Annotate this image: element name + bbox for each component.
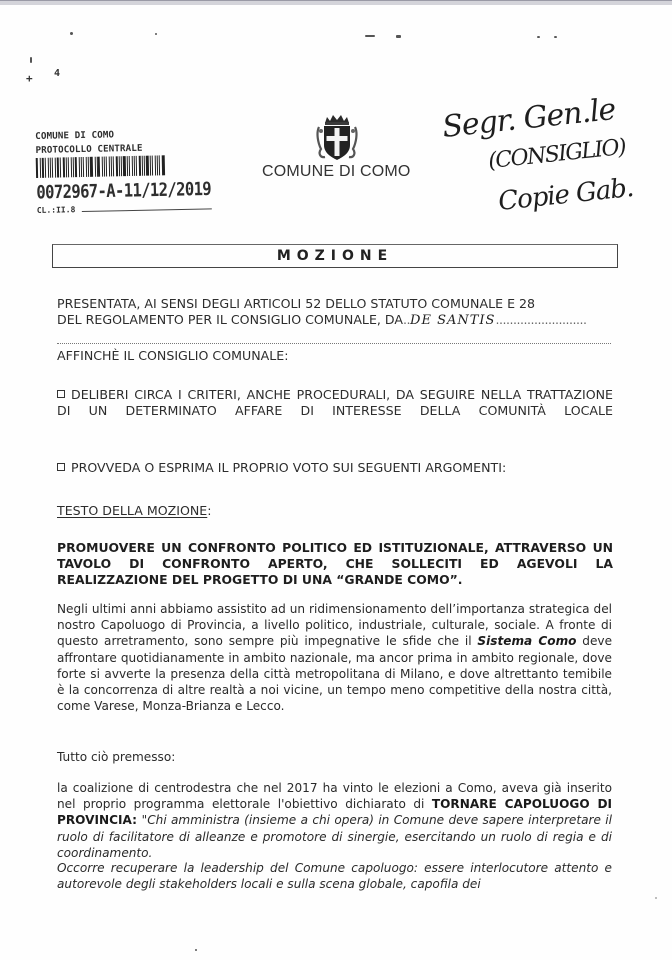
document-type-title: MOZIONE — [276, 248, 394, 264]
option-provveda — [57, 460, 613, 476]
program-quote: "Chi amministra (insieme a chi opera) in Comune deve sapere interpretare il ruolo di facilitatore di alleanze e promotore di sinergie, esercitando un ruolo di regia e di coordinamento. — [57, 813, 612, 860]
protocol-stamp — [35, 127, 227, 215]
barcode-bar — [128, 156, 130, 176]
paragraph-coalition-text: la coalizione di centrodestra che nel 2017 ha vinto le elezioni a Como, aveva già inserito nel proprio programma elettorale l'obiettivo dichiarato di — [57, 781, 612, 812]
dot-leader: .. — [403, 312, 411, 327]
presented-line1: PRESENTATA, AI SENSI DEGLI ARTICOLI 52 DELLO STATUTO COMUNALE E 28 — [57, 296, 536, 311]
barcode-bar — [113, 156, 114, 176]
stamp-office: PROTOCOLLO CENTRALE — [35, 142, 143, 156]
scan-speck — [537, 36, 540, 38]
barcode-bar — [52, 158, 53, 178]
classification-code: CL.:II.8 — [36, 205, 76, 215]
motion-title: PROMUOVERE UN CONFRONTO POLITICO ED ISTITUZIONALE, ATTRAVERSO UN TAVOLO DI CONFRONTO APERTO, CHE SOLLECITI ED AGEVOLI LA REALIZZAZIONE DEL PROGETTO DI UNA “GRANDE COMO”. — [57, 540, 613, 587]
scan-speck — [655, 897, 657, 899]
barcode-bar — [75, 157, 77, 177]
barcode-bar — [90, 157, 93, 177]
section-heading — [57, 503, 212, 518]
paragraph-context — [57, 601, 612, 714]
classification-underline — [81, 208, 211, 212]
barcode-bar — [105, 156, 107, 176]
barcode-bar — [151, 156, 152, 176]
tornare-capoluogo-emphasis: TORNARE CAPOLUOGO DI PROVINCIA — [57, 797, 612, 828]
scan-mark-plus: + — [26, 72, 33, 85]
barcode-bar — [159, 155, 160, 175]
barcode-icon — [36, 154, 206, 178]
scanned-document-page — [0, 5, 672, 960]
scan-mark-dot: 4 — [54, 68, 61, 79]
barcode-bar — [36, 158, 38, 178]
sistema-como-emphasis: Sistema Como — [477, 634, 577, 649]
scan-speck — [195, 949, 197, 951]
presenter-name-handwritten: DE SANTIS — [410, 313, 496, 328]
section-heading-colon: : — [207, 503, 212, 518]
barcode-bar — [143, 156, 144, 176]
section-heading-text: TESTO DELLA MOZIONE — [57, 503, 208, 518]
barcode-bar — [60, 157, 61, 177]
option-deliberi-text: DELIBERI CIRCA I CRITERI, ANCHE PROCEDURALI, DA SEGUIRE NELLA TRATTAZIONE DI UN DETERMINATO AFFARE DI INTERESSE DELLA COMUNITÀ LOCALE — [57, 387, 613, 418]
barcode-bar — [45, 158, 46, 178]
presented-by-block — [57, 296, 613, 329]
barcode-bar — [120, 156, 121, 176]
option-deliberi — [57, 387, 613, 419]
barcode-bar — [123, 156, 126, 176]
coat-of-arms-icon — [316, 113, 358, 163]
presented-line2-prefix: DEL REGOLAMENTO PER IL CONSIGLIO COMUNALE, DA — [57, 312, 404, 327]
affinche-label: AFFINCHÈ IL CONSIGLIO COMUNALE: — [57, 348, 289, 363]
scan-speck — [155, 33, 157, 35]
barcode-bar — [62, 157, 65, 177]
presented-line2 — [57, 312, 613, 329]
classification-row — [37, 202, 227, 215]
scan-speck — [70, 32, 73, 35]
paragraph-context-text: Negli ultimi anni abbiamo assistito ad un ridimensionamento dell’importanza strategica del nostro Capoluogo di Provincia, a livello politico, industriale, culturale, sociale. A fronte di questo arretramento, sono sempre più impegnative le sfide che il — [57, 602, 612, 649]
barcode-bar — [83, 157, 84, 177]
dotted-separator — [57, 343, 611, 344]
dot-leader: .......................... — [495, 312, 587, 327]
scan-speck — [396, 35, 401, 38]
colon: : — [132, 813, 142, 828]
checkbox-provveda[interactable] — [57, 463, 65, 471]
scan-speck — [554, 36, 557, 38]
barcode-bar — [136, 156, 137, 176]
stamp-municipality: COMUNE DI COMO — [35, 129, 115, 142]
scan-speck — [365, 35, 375, 37]
paragraph-leadership: Occorre recuperare la leadership del Comune capoluogo: essere interlocutore attento e autorevole degli stakeholders locali e sulla scena globale, capofila dei — [57, 861, 612, 892]
handwritten-note-line1: Segr. Gen.le — [440, 92, 617, 145]
checkbox-deliberi[interactable] — [57, 390, 65, 398]
barcode-bar — [68, 157, 69, 177]
scan-speck — [30, 57, 32, 63]
document-type-box — [52, 244, 618, 268]
barcode-bar — [41, 158, 44, 178]
option-provveda-text: PROVVEDA O ESPRIMA IL PROPRIO VOTO SUI SEGUENTI ARGOMENTI: — [71, 460, 507, 475]
municipality-title: COMUNE DI COMO — [262, 163, 411, 180]
paragraph-context-text-cont: deve affrontare quotidianamente in ambito nazionale, ma ancor prima in ambito regionale, dove forte si avverte la presenza della città metropolitana di Milano, e dove altrettanto temibile è la concorrenza di altre realtà a noi vicine, un tempo meno competitive della nostra città, come Varese, Monza-Brianza e Lecco. — [57, 634, 613, 714]
paragraph-coalition — [57, 780, 612, 861]
protocol-number: 0072967-A-11/12/2019 — [36, 178, 212, 204]
barcode-bar — [146, 156, 149, 176]
barcode-bar — [162, 155, 165, 175]
handwritten-note-line2: (CONSIGLIO) — [487, 134, 627, 175]
paragraph-premesso: Tutto ciò premesso: — [57, 750, 176, 764]
barcode-bar — [98, 157, 100, 177]
handwritten-note-line3: Copie Gab. — [496, 173, 635, 217]
